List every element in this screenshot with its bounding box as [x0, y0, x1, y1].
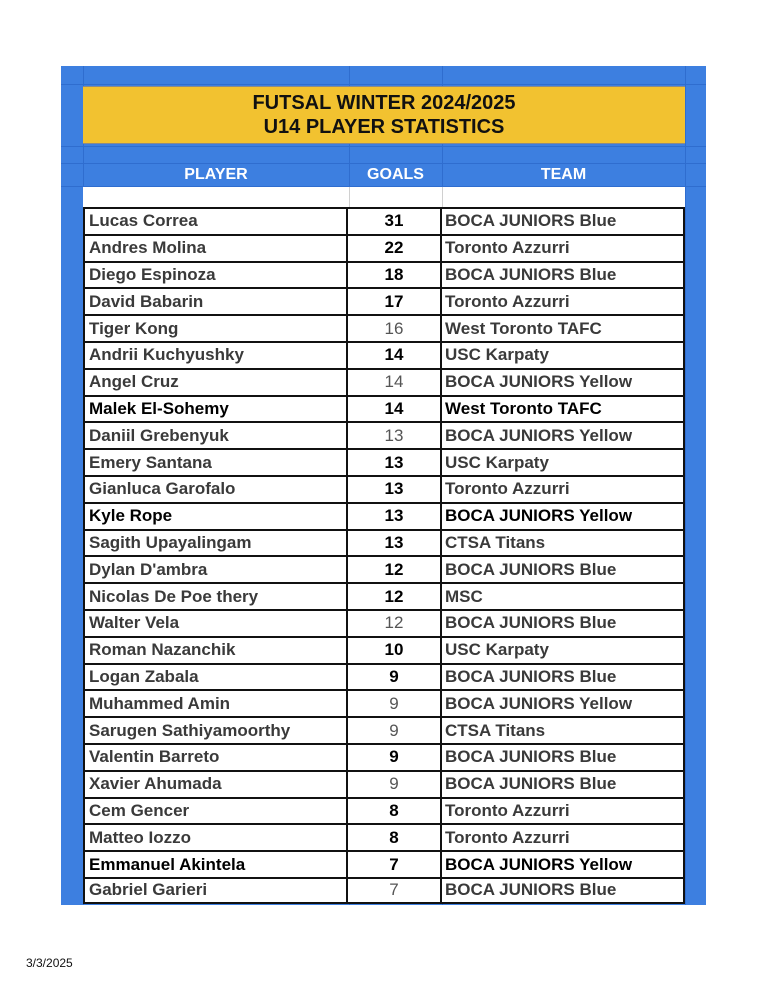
player-name-cell: Muhammed Amin — [83, 691, 348, 716]
team-name-cell: Toronto Azzurri — [442, 825, 685, 850]
goals-cell: 14 — [348, 370, 442, 395]
table-row — [83, 314, 685, 341]
table-row — [83, 850, 685, 877]
player-name-cell: Emmanuel Akintela — [83, 852, 348, 877]
goals-cell: 9 — [348, 718, 442, 743]
goals-cell: 12 — [348, 557, 442, 582]
table-row — [83, 770, 685, 797]
table-row — [83, 689, 685, 716]
goals-cell: 17 — [348, 289, 442, 314]
team-name-cell: BOCA JUNIORS Yellow — [442, 423, 685, 448]
goals-cell: 9 — [348, 665, 442, 690]
table-row — [83, 234, 685, 261]
player-name-cell: Xavier Ahumada — [83, 772, 348, 797]
goals-cell: 13 — [348, 477, 442, 502]
player-name-cell: David Babarin — [83, 289, 348, 314]
player-name-cell: Logan Zabala — [83, 665, 348, 690]
title-line-1: FUTSAL WINTER 2024/2025 — [252, 92, 516, 114]
grid-line — [685, 66, 686, 905]
player-name-cell: Tiger Kong — [83, 316, 348, 341]
player-name-cell: Kyle Rope — [83, 504, 348, 529]
table-row — [83, 368, 685, 395]
table-row — [83, 502, 685, 529]
table-row — [83, 609, 685, 636]
spreadsheet-area — [61, 66, 706, 905]
goals-cell: 7 — [348, 852, 442, 877]
grid-line — [61, 146, 706, 147]
player-name-cell: Valentin Barreto — [83, 745, 348, 770]
player-name-cell: Daniil Grebenyuk — [83, 423, 348, 448]
title-line-2: U14 PLAYER STATISTICS — [263, 116, 505, 138]
goals-cell: 12 — [348, 611, 442, 636]
team-name-cell: West Toronto TAFC — [442, 316, 685, 341]
title-banner — [83, 86, 685, 144]
team-name-cell: USC Karpaty — [442, 450, 685, 475]
team-name-cell: USC Karpaty — [442, 343, 685, 368]
team-name-cell: Toronto Azzurri — [442, 799, 685, 824]
team-name-cell: BOCA JUNIORS Yellow — [442, 504, 685, 529]
column-header-player: PLAYER — [184, 166, 248, 183]
player-name-cell: Roman Nazanchik — [83, 638, 348, 663]
column-header-goals: GOALS — [367, 166, 424, 183]
table-row — [83, 395, 685, 422]
goals-cell: 13 — [348, 504, 442, 529]
table-row — [83, 287, 685, 314]
goals-cell: 16 — [348, 316, 442, 341]
table-row — [83, 529, 685, 556]
team-name-cell: Toronto Azzurri — [442, 289, 685, 314]
table-row — [83, 823, 685, 850]
team-name-cell: Toronto Azzurri — [442, 236, 685, 261]
goals-cell: 13 — [348, 423, 442, 448]
table-row — [83, 475, 685, 502]
goals-cell: 9 — [348, 772, 442, 797]
goals-cell: 14 — [348, 343, 442, 368]
goals-cell: 14 — [348, 397, 442, 422]
player-name-cell: Malek El-Sohemy — [83, 397, 348, 422]
grid-line — [61, 84, 706, 85]
player-name-cell: Gabriel Garieri — [83, 879, 348, 902]
player-name-cell: Diego Espinoza — [83, 263, 348, 288]
goals-cell: 9 — [348, 745, 442, 770]
team-name-cell: BOCA JUNIORS Yellow — [442, 370, 685, 395]
player-name-cell: Matteo Iozzo — [83, 825, 348, 850]
goals-cell: 10 — [348, 638, 442, 663]
player-name-cell: Gianluca Garofalo — [83, 477, 348, 502]
table-row — [83, 582, 685, 609]
team-name-cell: BOCA JUNIORS Blue — [442, 665, 685, 690]
team-name-cell: BOCA JUNIORS Yellow — [442, 852, 685, 877]
player-name-cell: Emery Santana — [83, 450, 348, 475]
player-name-cell: Andres Molina — [83, 236, 348, 261]
table-row — [83, 448, 685, 475]
team-name-cell: BOCA JUNIORS Blue — [442, 879, 685, 902]
player-name-cell: Walter Vela — [83, 611, 348, 636]
column-header-team: TEAM — [540, 166, 587, 183]
player-name-cell: Angel Cruz — [83, 370, 348, 395]
team-name-cell: USC Karpaty — [442, 638, 685, 663]
team-name-cell: BOCA JUNIORS Blue — [442, 745, 685, 770]
team-name-cell: BOCA JUNIORS Yellow — [442, 691, 685, 716]
table-row — [83, 877, 685, 904]
player-name-cell: Dylan D'ambra — [83, 557, 348, 582]
team-name-cell: MSC — [442, 584, 685, 609]
goals-cell: 13 — [348, 450, 442, 475]
table-row — [83, 341, 685, 368]
goals-cell: 22 — [348, 236, 442, 261]
goals-cell: 8 — [348, 825, 442, 850]
player-name-cell: Sagith Upayalingam — [83, 531, 348, 556]
goals-cell: 13 — [348, 531, 442, 556]
goals-cell: 8 — [348, 799, 442, 824]
table-row — [83, 743, 685, 770]
team-name-cell: BOCA JUNIORS Blue — [442, 557, 685, 582]
team-name-cell: BOCA JUNIORS Blue — [442, 772, 685, 797]
blank-row — [83, 187, 685, 207]
team-name-cell: CTSA Titans — [442, 718, 685, 743]
player-name-cell: Nicolas De Poe thery — [83, 584, 348, 609]
player-stats-table — [83, 207, 685, 904]
team-name-cell: BOCA JUNIORS Blue — [442, 263, 685, 288]
table-row — [83, 663, 685, 690]
player-name-cell: Sarugen Sathiyamoorthy — [83, 718, 348, 743]
table-row — [83, 716, 685, 743]
table-row — [83, 555, 685, 582]
team-name-cell: CTSA Titans — [442, 531, 685, 556]
table-row — [83, 797, 685, 824]
player-name-cell: Lucas Correa — [83, 209, 348, 234]
team-name-cell: BOCA JUNIORS Blue — [442, 209, 685, 234]
goals-cell: 31 — [348, 209, 442, 234]
goals-cell: 18 — [348, 263, 442, 288]
table-row — [83, 207, 685, 234]
table-row — [83, 636, 685, 663]
player-name-cell: Cem Gencer — [83, 799, 348, 824]
player-name-cell: Andrii Kuchyushky — [83, 343, 348, 368]
team-name-cell: Toronto Azzurri — [442, 477, 685, 502]
print-date: 3/3/2025 — [26, 956, 73, 970]
goals-cell: 7 — [348, 879, 442, 902]
team-name-cell: BOCA JUNIORS Blue — [442, 611, 685, 636]
goals-cell: 12 — [348, 584, 442, 609]
table-row — [83, 421, 685, 448]
team-name-cell: West Toronto TAFC — [442, 397, 685, 422]
table-row — [83, 261, 685, 288]
goals-cell: 9 — [348, 691, 442, 716]
